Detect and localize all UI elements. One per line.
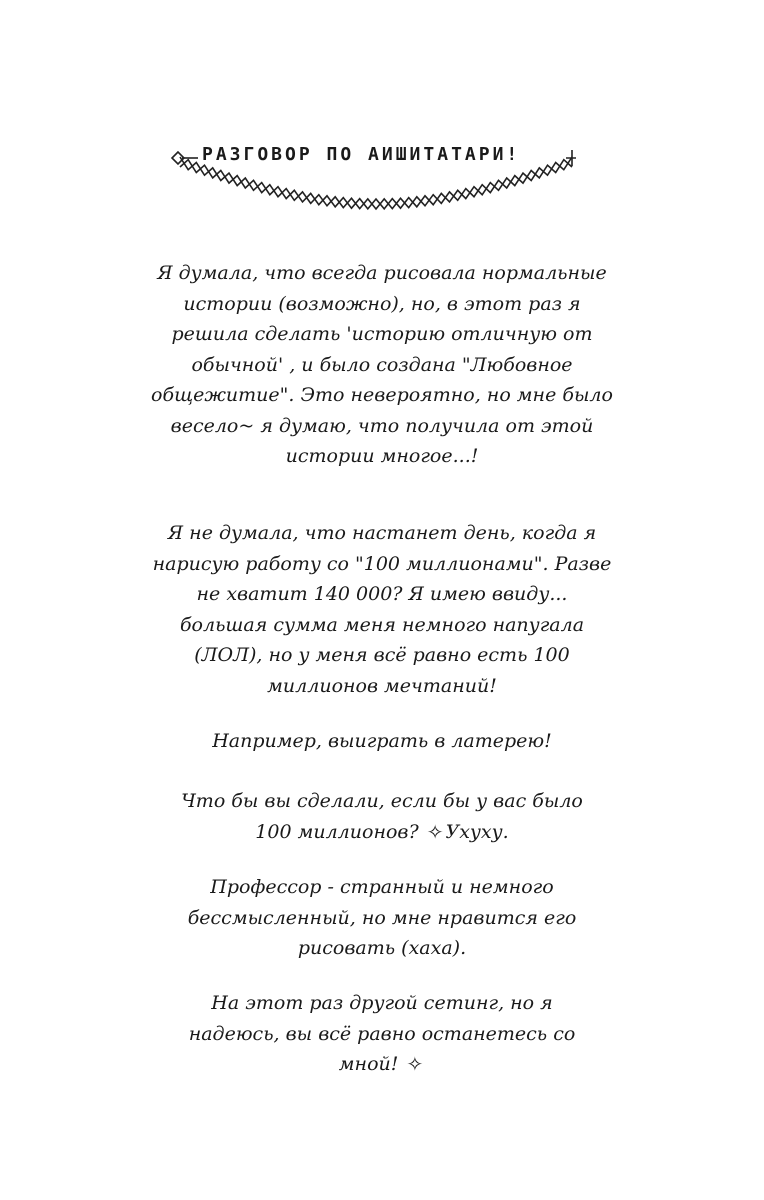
paragraph-5: Профессор - странный и немного бессмысленный, но мне нравится его рисовать (хаха). [187,876,577,959]
paragraph-2: Я не думала, что настанет день, когда я нарисую работу со "100 миллионами". Разве не хватит 140 000? Я имею ввиду... большая сумма меня немного напугала (ЛОЛ), но у меня всё равно есть 100 миллионов мечтаний! [152,522,612,697]
paragraph-3: Например, выиграть в латерею! [212,730,552,752]
paragraph-1: Я думала, что всегда рисовала нормальные истории (возможно), но, в этот раз я решила сделать 'историю отличную от обычной' , и было создана "Любовное общежитие". Это невероятно, но мне было весело~ я думаю, что получила от этой истории многое...! [151,262,613,467]
paragraph-4-text: Что бы вы сделали, если бы у вас было 100 миллионов? [181,790,583,843]
page-header [160,138,590,218]
sparkle-icon: ✧ [426,819,444,844]
sparkle-icon: ✧ [406,1052,424,1076]
paragraph-4-after: Ухуху. [445,820,509,843]
paragraph-6-text: На этот раз другой сетинг, но я надеюсь, вы всё равно останетесь со мной! [188,992,576,1075]
header-title: РАЗГОВОР ПО АИШИТАТАРИ! [202,144,521,165]
paragraph-4 [170,786,594,847]
paragraph-6 [170,988,594,1080]
